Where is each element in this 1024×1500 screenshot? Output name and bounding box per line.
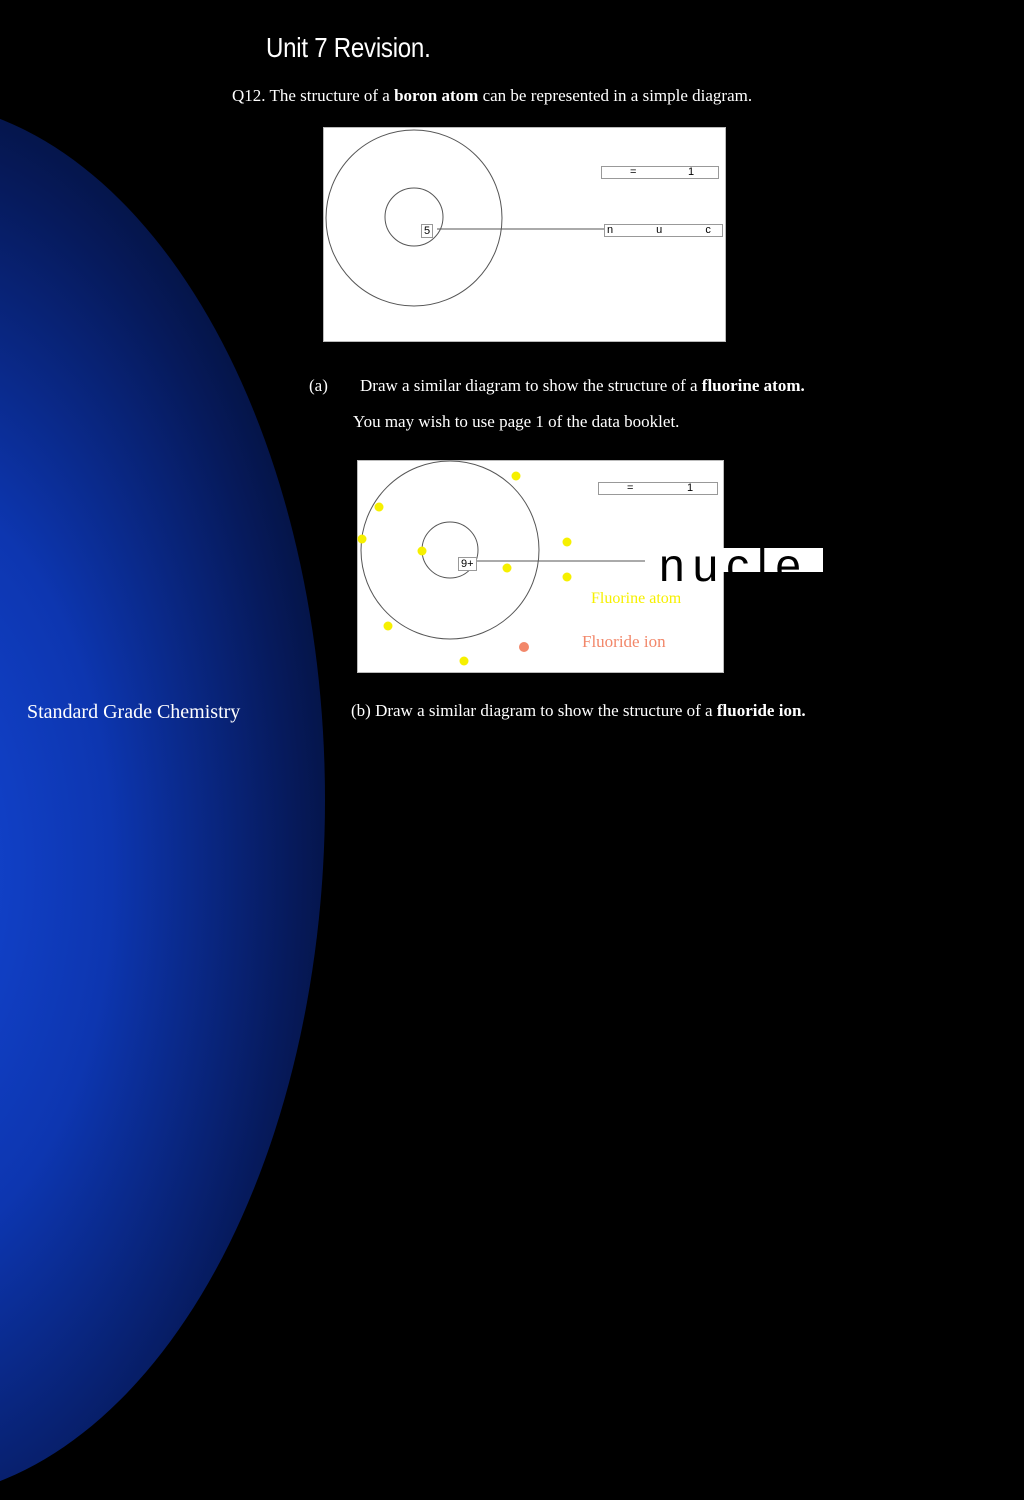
fluorine-nucleus-label: [645, 539, 823, 591]
part-a-label: (a): [309, 376, 328, 395]
fluorine-key-val: 1: [687, 482, 694, 494]
boron-inner-shell: [385, 188, 443, 246]
part-a-text: [360, 376, 805, 396]
question-prefix: Q12. The structure of a: [232, 86, 395, 105]
boron-key-val: 1: [688, 166, 695, 178]
footer-course-name: Standard Grade Chemistry: [27, 701, 241, 723]
boron-diagram: [323, 127, 875, 342]
question-suffix: can be represented in a simple diagram.: [478, 86, 753, 105]
part-b-text: [351, 701, 806, 721]
boron-nucleus: 5: [421, 224, 433, 238]
legend-fluoride-ion: Fluoride ion: [582, 632, 666, 651]
part-a-bold: fluorine atom.: [701, 376, 805, 395]
blue-gradient-arc: [0, 100, 325, 1500]
boron-key: [601, 166, 719, 179]
fluorine-outer-shell: [361, 461, 539, 639]
boron-outer-shell: [326, 130, 502, 306]
legend-fluorine-atom: Fluorine atom: [591, 590, 682, 607]
question-text: [232, 86, 752, 106]
fluorine-nucleus-label-text: nucle: [659, 539, 809, 591]
part-b-prefix: (b) Draw a similar diagram to show the structure of a: [351, 701, 717, 720]
fluorine-key: [598, 482, 718, 495]
fluorine-nucleus: 9+: [458, 557, 477, 571]
question-bold: boron atom: [394, 86, 479, 105]
slide-title: Unit 7 Revision.: [266, 32, 431, 63]
part-a-prefix: Draw a similar diagram to show the structure of a: [360, 376, 702, 395]
boron-key-eq: =: [630, 166, 637, 178]
fluorine-key-eq: =: [627, 482, 634, 494]
part-b-bold: fluoride ion.: [716, 701, 806, 720]
part-a-note: You may wish to use page 1 of the data booklet.: [353, 412, 680, 431]
boron-nucleus-label: n u c l e u: [604, 224, 723, 237]
